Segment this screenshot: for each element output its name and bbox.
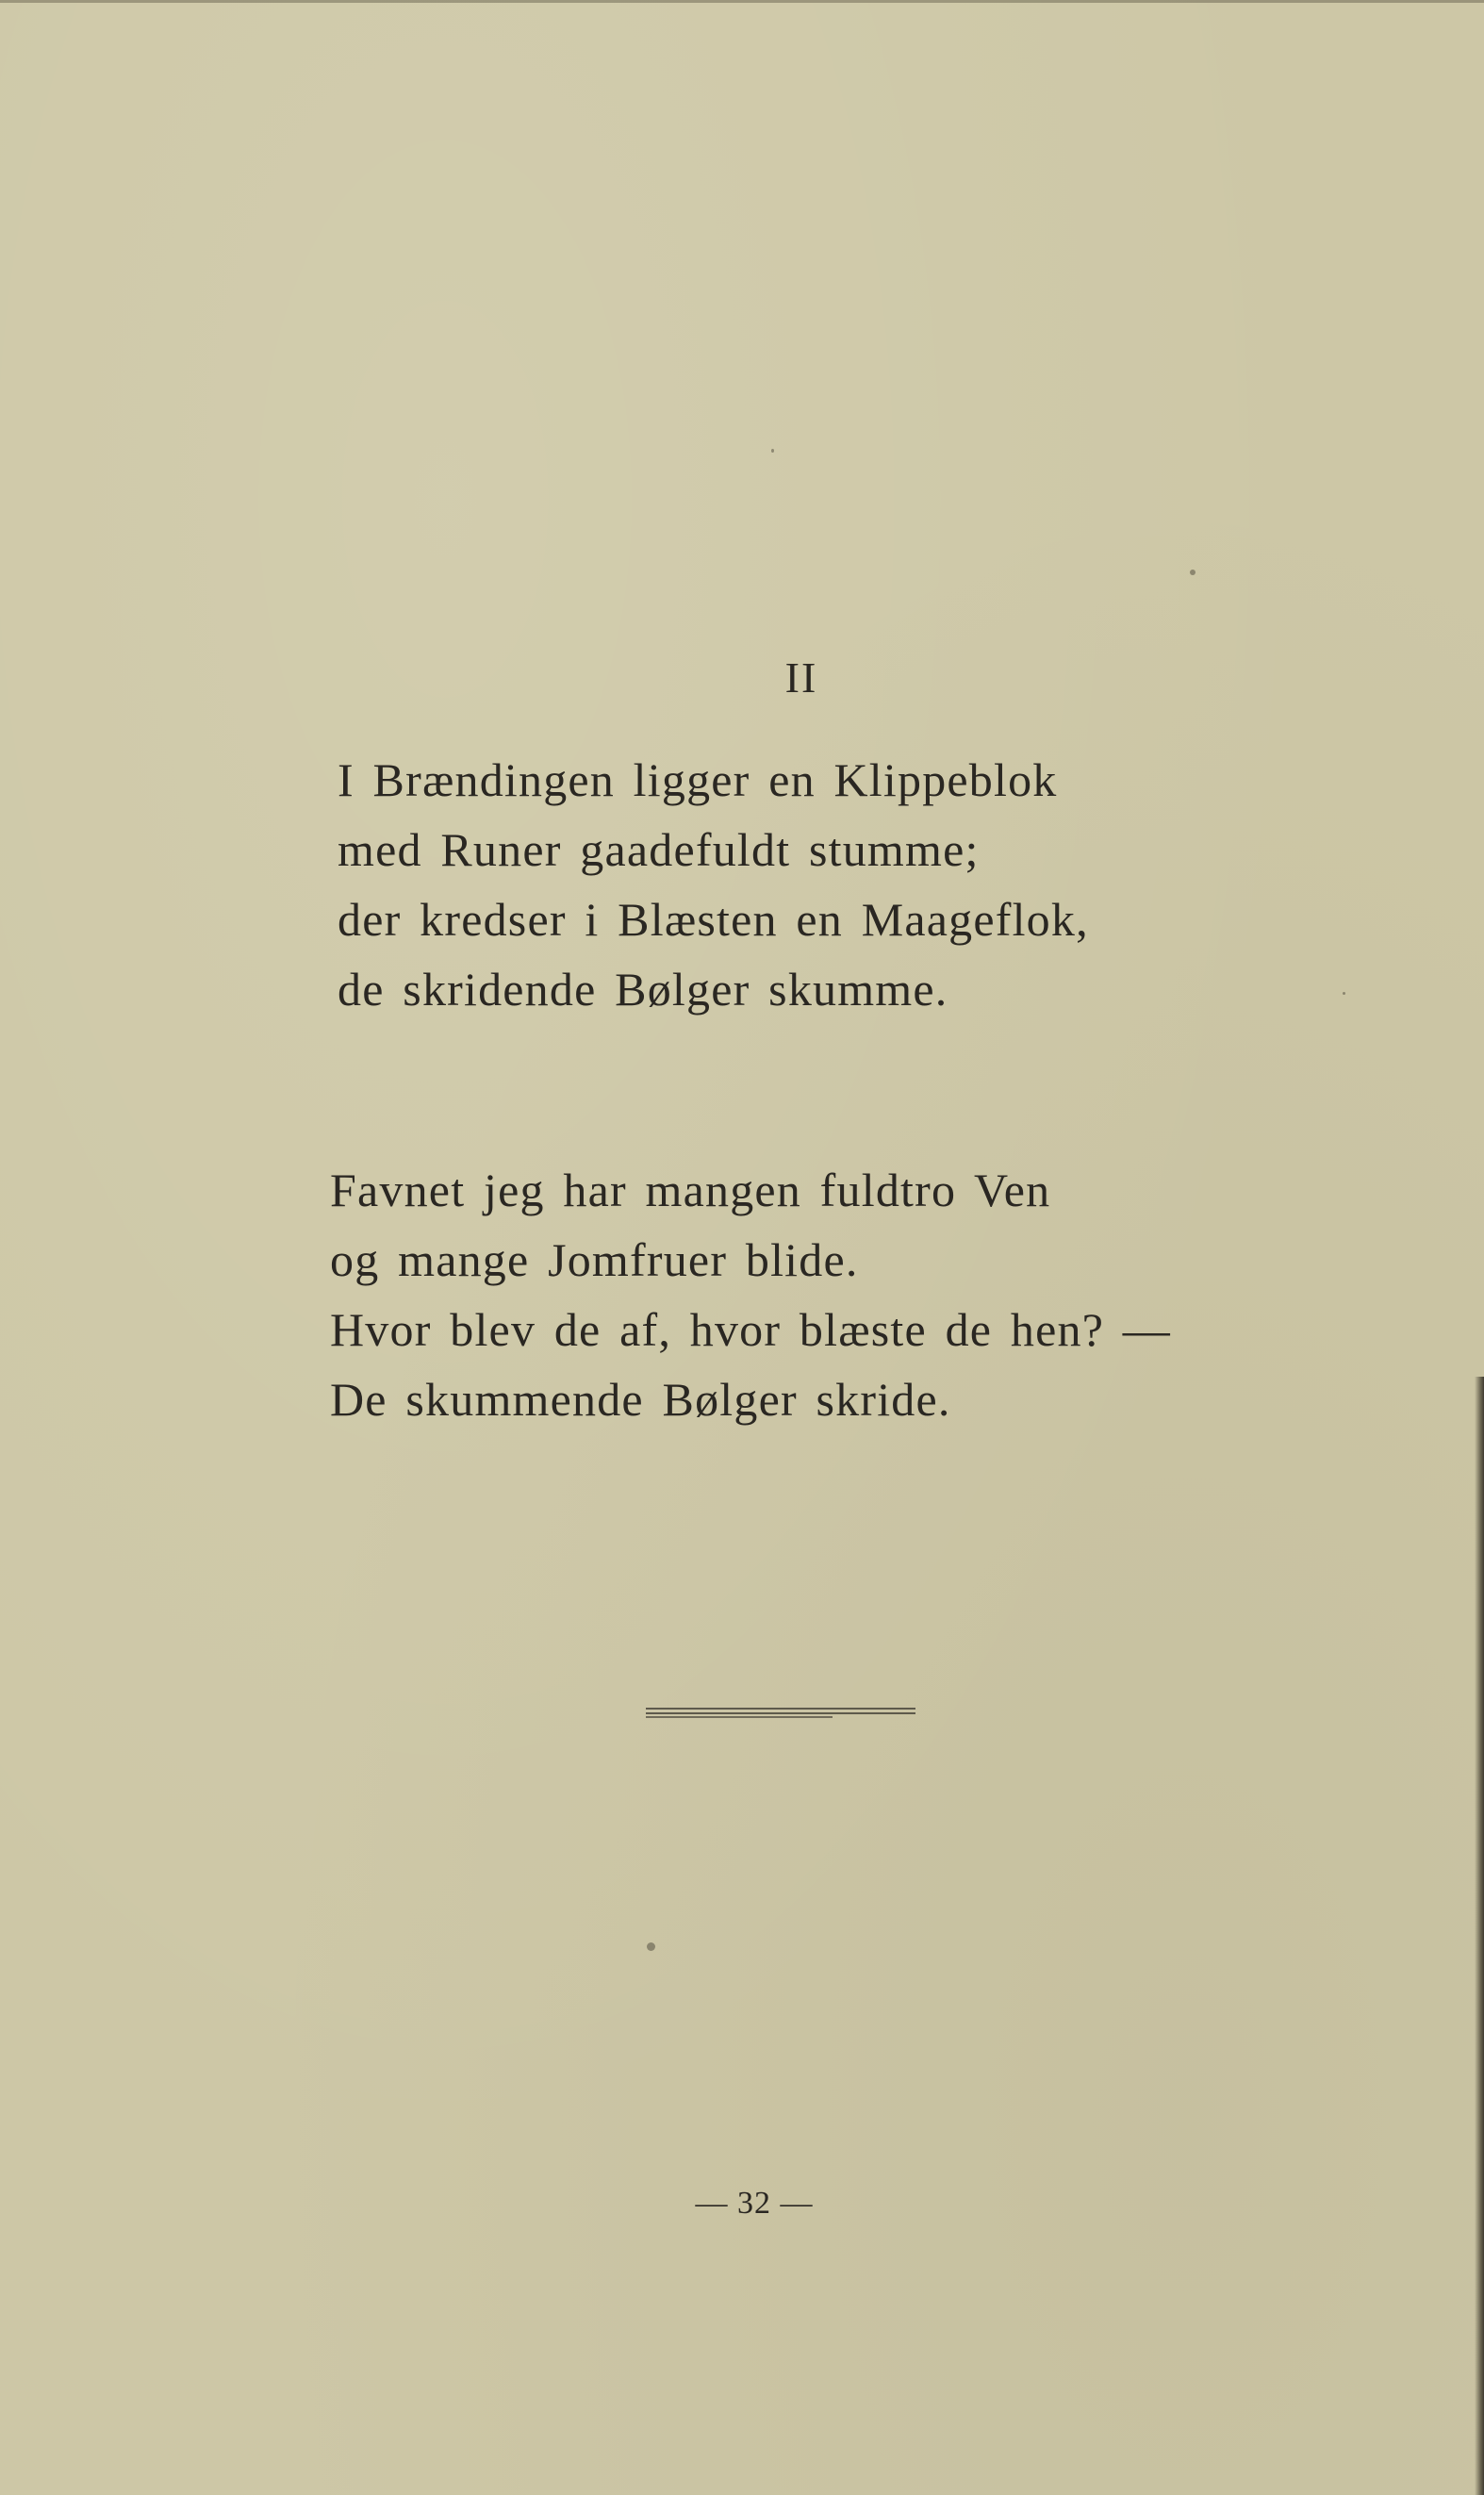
paper-speck xyxy=(647,1942,655,1951)
section-numeral: II xyxy=(784,653,818,702)
verse-line: med Runer gaadefuldt stumme; xyxy=(338,823,980,876)
paper-speck xyxy=(1343,992,1345,995)
verse-line: de skridende Bølger skumme. xyxy=(338,963,948,1016)
verse-line: der kredser i Blæsten en Maageflok, xyxy=(338,893,1089,946)
verse-line: og mange Jomfruer blide. xyxy=(330,1233,859,1286)
verse-line: Favnet jeg har mangen fuldtro Ven xyxy=(330,1164,1051,1216)
verse-line: I Brændingen ligger en Klippeblok xyxy=(338,753,1058,806)
paper-speck xyxy=(1190,570,1195,575)
stanza-1 xyxy=(338,745,1089,1024)
verse-line: Hvor blev de af, hvor blæste de hen? — xyxy=(330,1303,1171,1356)
stanza-2 xyxy=(330,1155,1171,1434)
page-top-edge xyxy=(0,0,1484,3)
page-right-edge-shadow xyxy=(1475,1377,1484,2495)
verse-line: De skummende Bølger skride. xyxy=(330,1373,951,1426)
section-divider-rule xyxy=(644,1705,917,1720)
page-number: — 32 — xyxy=(695,2186,814,2221)
paper-speck xyxy=(771,449,774,453)
